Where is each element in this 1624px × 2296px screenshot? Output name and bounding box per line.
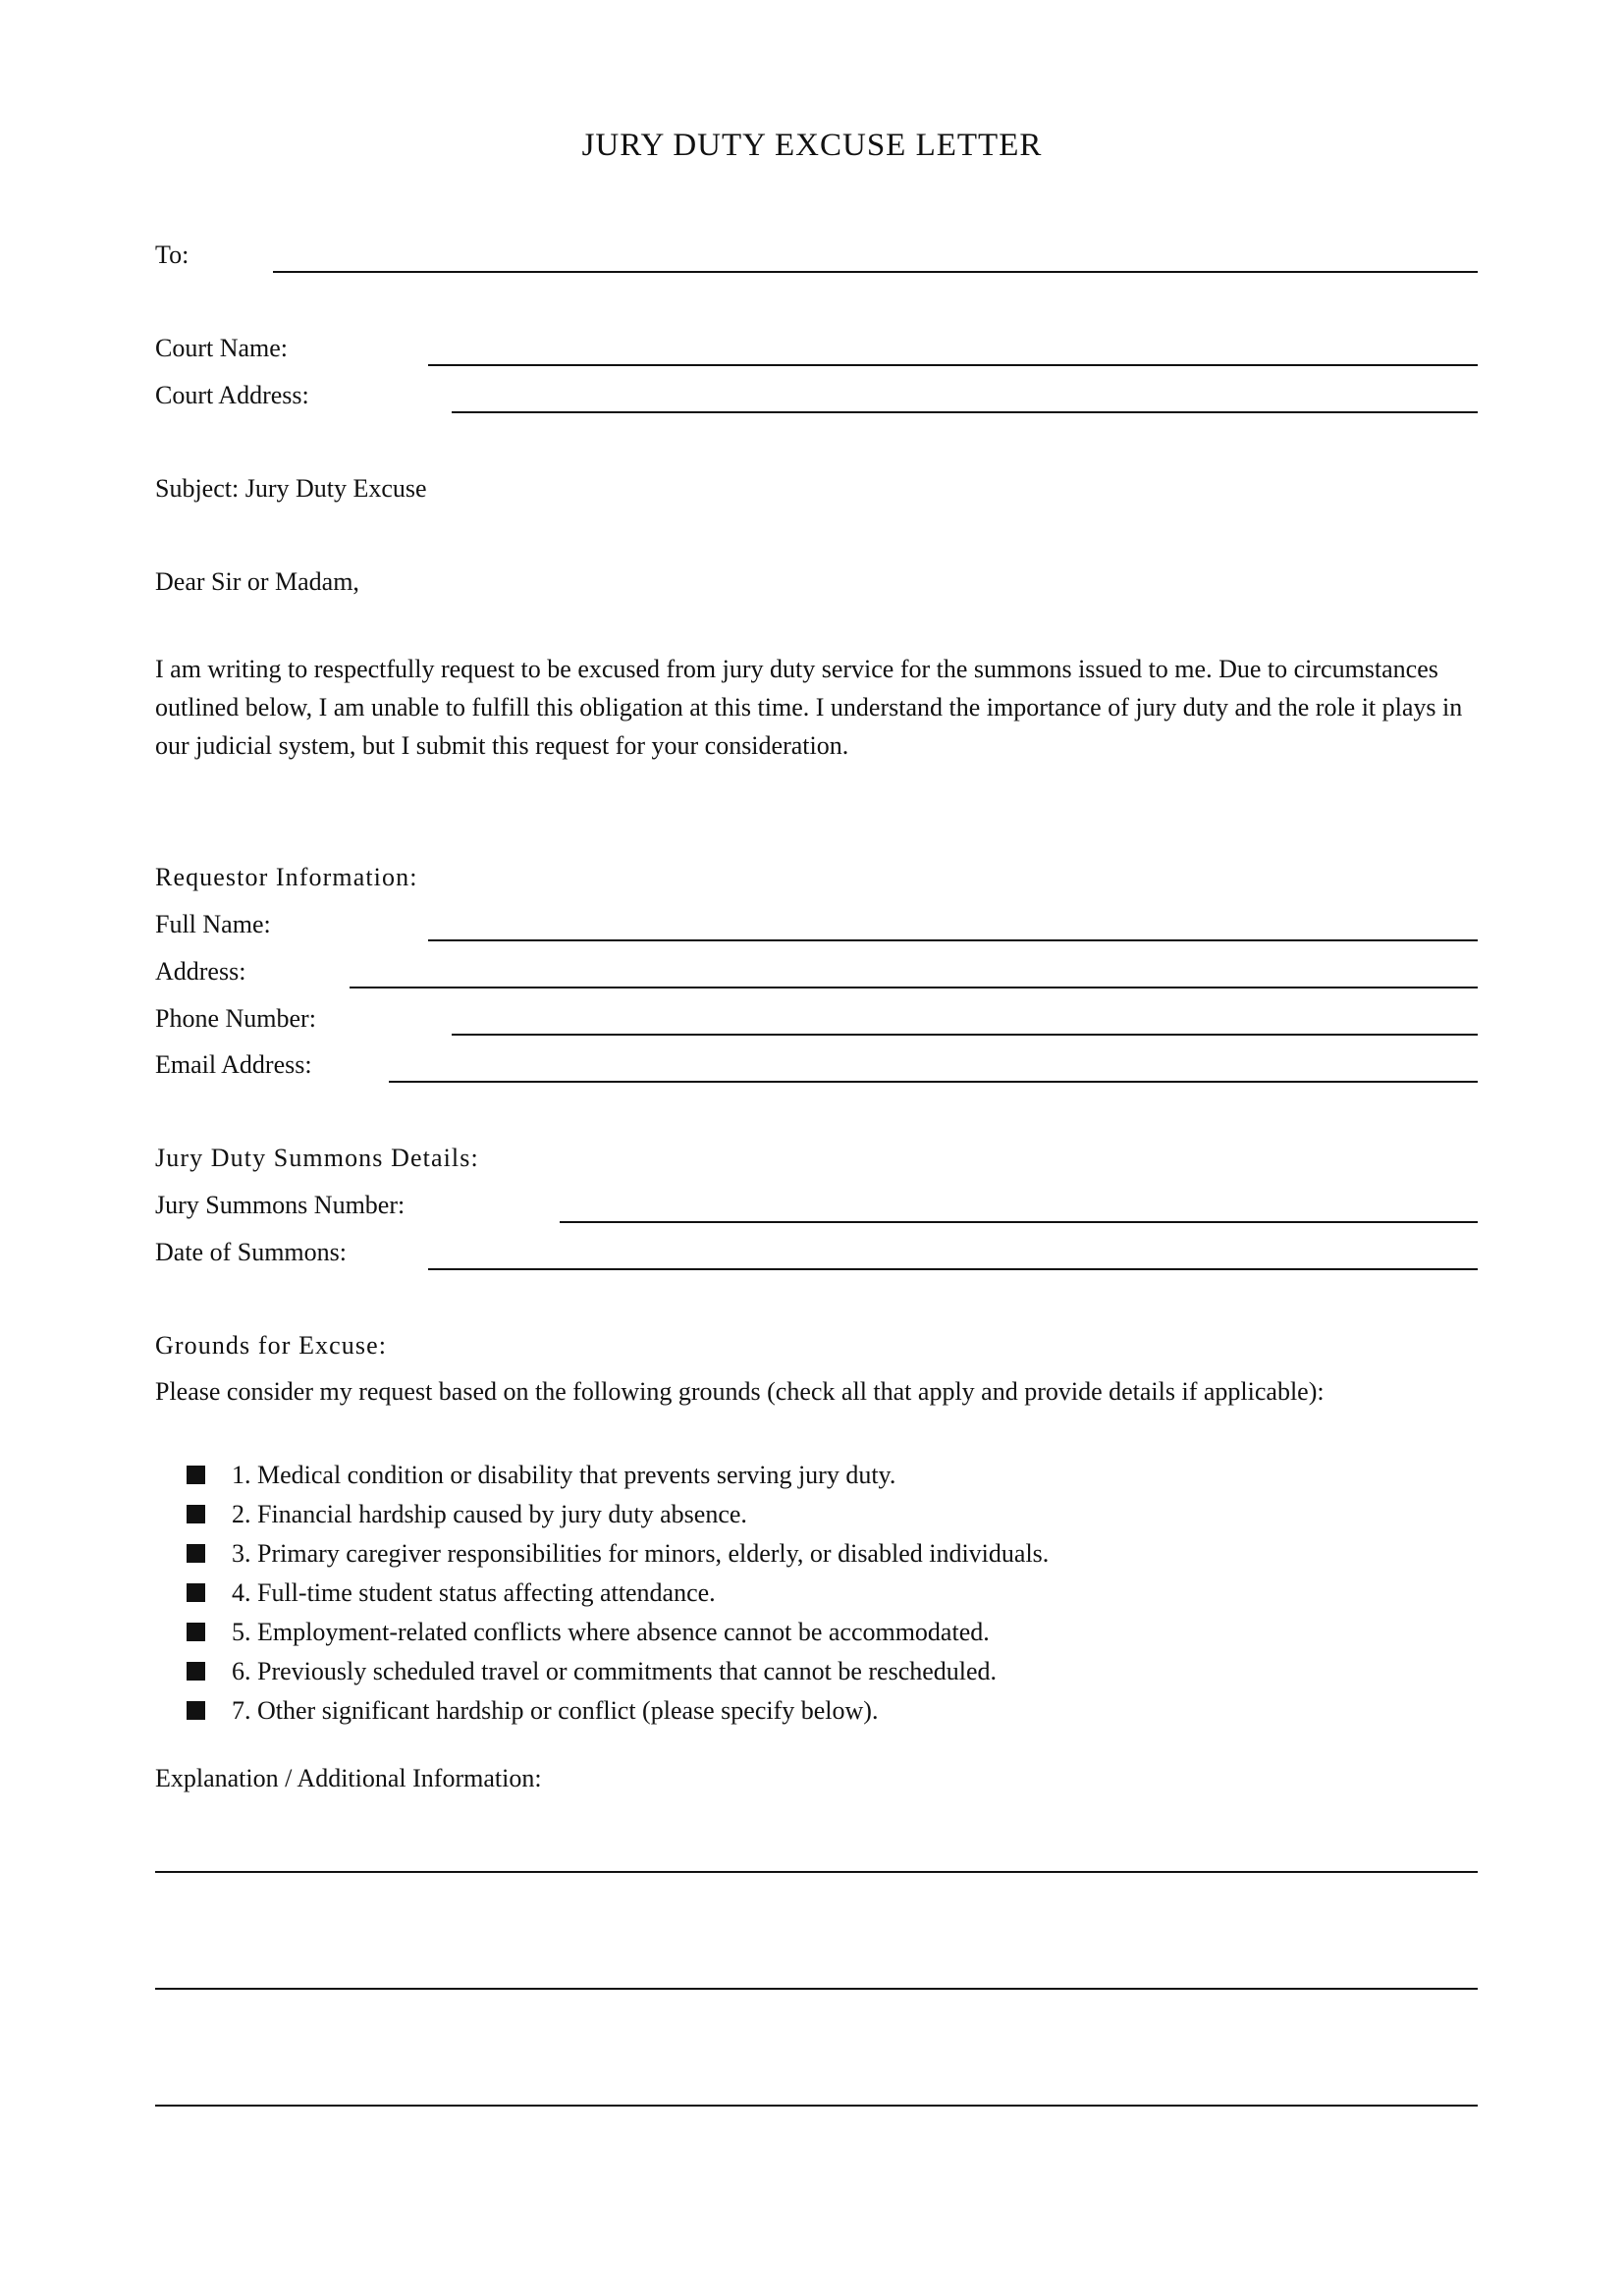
grounds-heading: Grounds for Excuse: — [155, 1331, 388, 1360]
checkbox-icon[interactable] — [187, 1466, 205, 1484]
to-field-line[interactable] — [273, 271, 1478, 273]
checkbox-icon[interactable] — [187, 1662, 205, 1681]
court-address-label: Court Address: — [155, 381, 309, 409]
summons-number-field-line[interactable] — [560, 1221, 1478, 1223]
court-name-field-line[interactable] — [428, 364, 1478, 366]
explanation-label: Explanation / Additional Information: — [155, 1764, 542, 1792]
requestor-heading: Requestor Information: — [155, 863, 418, 891]
salutation: Dear Sir or Madam, — [155, 567, 359, 596]
court-name-label: Court Name: — [155, 334, 289, 362]
checkbox-icon[interactable] — [187, 1623, 205, 1641]
email-address-field-line[interactable] — [389, 1081, 1478, 1083]
checkbox-icon[interactable] — [187, 1544, 205, 1563]
document-title: JURY DUTY EXCUSE LETTER — [581, 128, 1043, 163]
grounds-item-label: 2. Financial hardship caused by jury duty absence. — [232, 1500, 747, 1528]
grounds-item-label: 1. Medical condition or disability that prevents serving jury duty. — [232, 1461, 896, 1489]
to-label: To: — [155, 240, 189, 269]
address-field-line[interactable] — [350, 987, 1478, 988]
court-address-field-line[interactable] — [452, 411, 1478, 413]
summons-date-field-line[interactable] — [428, 1268, 1478, 1270]
checkbox-icon[interactable] — [187, 1505, 205, 1523]
summons-number-label: Jury Summons Number: — [155, 1191, 406, 1219]
explanation-line-1[interactable] — [155, 1871, 1478, 1873]
checkbox-icon[interactable] — [187, 1583, 205, 1602]
subject-line: Subject: Jury Duty Excuse — [155, 474, 427, 503]
email-address-label: Email Address: — [155, 1050, 312, 1079]
summons-heading: Jury Duty Summons Details: — [155, 1144, 479, 1172]
grounds-item-label: 5. Employment-related conflicts where absence cannot be accommodated. — [232, 1618, 990, 1646]
grounds-item-label: 7. Other significant hardship or conflict (please specify below). — [232, 1696, 879, 1725]
grounds-item-label: 3. Primary caregiver responsibilities for minors, elderly, or disabled individuals. — [232, 1539, 1050, 1568]
phone-number-label: Phone Number: — [155, 1004, 316, 1033]
checkbox-icon[interactable] — [187, 1701, 205, 1720]
grounds-instruction: Please consider my request based on the following grounds (check all that apply and provide details if applicable): — [155, 1377, 1325, 1406]
explanation-line-2[interactable] — [155, 1988, 1478, 1990]
grounds-item-label: 4. Full-time student status affecting attendance. — [232, 1578, 716, 1607]
summons-date-label: Date of Summons: — [155, 1238, 347, 1266]
phone-number-field-line[interactable] — [452, 1034, 1478, 1036]
address-label: Address: — [155, 957, 246, 986]
full-name-field-line[interactable] — [428, 939, 1478, 941]
intro-paragraph: I am writing to respectfully request to be excused from jury duty service for the summons issued to me. Due to circumstances outlined below, I am unable to fulfill this obligation at this time. I understand the importance of jury duty and the role it plays in our judicial system, but I submit this request for your consideration. — [155, 655, 1463, 760]
full-name-label: Full Name: — [155, 910, 271, 938]
grounds-item-label: 6. Previously scheduled travel or commitments that cannot be rescheduled. — [232, 1657, 998, 1685]
explanation-line-3[interactable] — [155, 2105, 1478, 2107]
